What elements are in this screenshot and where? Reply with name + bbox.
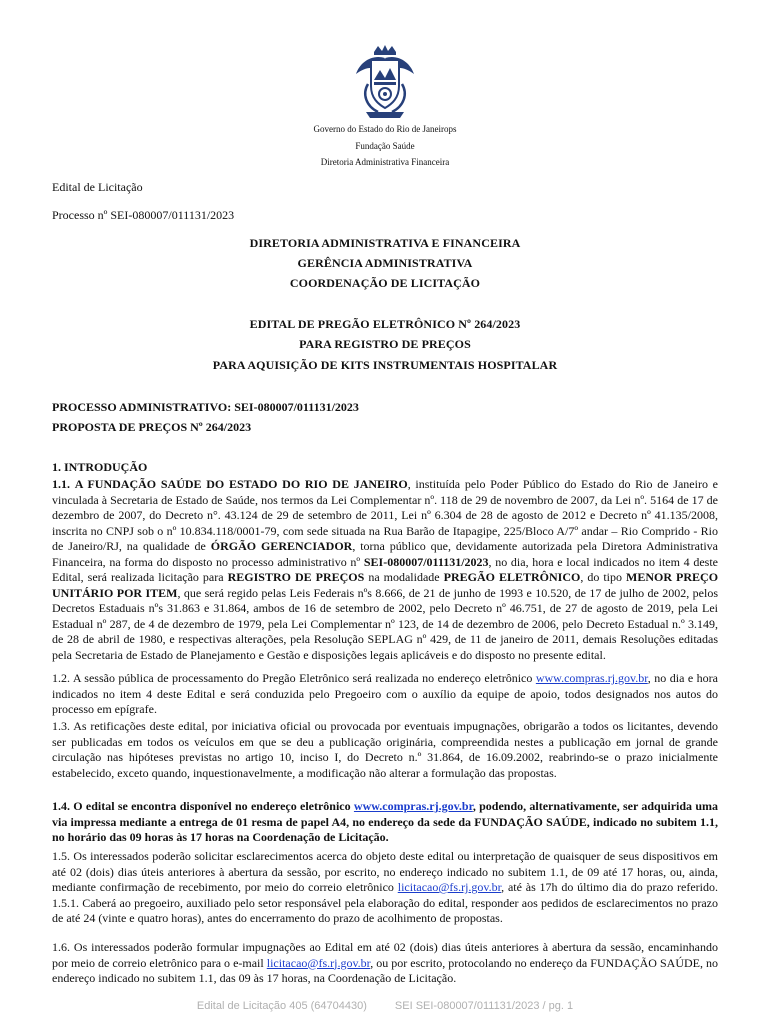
paragraph-1-1 — [52, 477, 718, 663]
p14-text-2: , podendo, alternativamente, ser adquirida uma via impressa mediante a entrega de 01 resma de papel A4, no endereço da sede da FUNDAÇÃO SAÚDE, indicado no subitem 1.1, no horário das 09 horas às 17 horas na Coordenação de Licitação. — [52, 799, 718, 844]
p11-menor-preco: MENOR PREÇO UNITÁRIO POR ITEM — [52, 570, 719, 600]
letterhead-government: Governo do Estado do Rio de Janeirops — [313, 124, 457, 134]
p11-text-6: , que será regido pelas Leis Federais nºs 8.666, de 21 de junho de 1993 e 10.520, de 17 de julho de 2002, pelos Decretos Estaduais nºs 31.863 e 31.864, ambos de 16 de setembro de 2002, pelo Decreto nº 46.751, de 27 de agosto de 2019, pela Lei Estadual nº 287, de 4 de dezembro de 1979, pela Lei Complementar nº 123, de 14 de dezembro de 2006, pelo Decreto Estadual n.º 3.149, de 28 de abril de 1980, e respectivas alterações, pela Resolução SEPLAG nº 429, de 11 de janeiro de 2011, demais Resoluções editadas pela Secretaria de Estado de Planejamento e Gestão e disposições legais aplicáveis e do disposto no presente edital. — [52, 585, 718, 662]
process-number: Processo nº SEI-080007/011131/2023 — [52, 208, 235, 222]
paragraph-1-3: 1.3. As retificações deste edital, por iniciativa oficial ou provocada por eventuais impugnações, obrigarão a todos os licitantes, devendo ser publicadas em todos os veículos em que se deu a publicação originária, compreendida nestes a publicação em jornal de grande circulação nas hipóteses previstas no artigo 10, inciso I, do Decreto n.º 31.864, de 16.09.2002, reabrindo-se o prazo inicialmente estabelecido, exceto quando, inquestionavelmente, a modificação não alterar a formulação das propostas. — [52, 719, 718, 780]
licitacao-email-link[interactable]: licitacao@fs.rj.gov.br — [397, 880, 502, 894]
p11-pregao: PREGÃO ELETRÔNICO — [443, 570, 581, 584]
paragraph-1-6 — [52, 940, 718, 987]
p11-text-3: , no dia, hora e local indicados no item 4 deste Edital, será realizada licitação para — [52, 554, 718, 584]
page-footer — [0, 1000, 770, 1012]
section-heading-introduction: 1. INTRODUÇÃO — [52, 460, 148, 474]
document-type: Edital de Licitação — [52, 180, 143, 194]
licitacao-email-link-2[interactable]: licitacao@fs.rj.gov.br — [266, 955, 371, 970]
footer-page-number: SEI SEI-080007/011131/2023 / pg. 1 — [394, 1000, 574, 1012]
p12-text-2: , no dia e hora indicados no item 4 deste Edital e será conduzida pelo Pregoeiro com o auxílio da equipe de apoio, todos designados nos autos do processo em epígrafe. — [52, 671, 718, 716]
p11-orgao: ÓRGÃO GERENCIADOR — [210, 539, 353, 553]
compras-link-2[interactable]: www.compras.rj.gov.br — [353, 799, 473, 813]
p11-text-5: , do tipo — [580, 570, 627, 584]
header-management: GERÊNCIA ADMINISTRATIVA — [297, 256, 473, 270]
p11-registro: REGISTRO DE PREÇOS — [227, 570, 365, 584]
administrative-process: PROCESSO ADMINISTRATIVO: SEI-080007/011131/2023 — [52, 400, 359, 414]
edital-subtitle: PARA REGISTRO DE PREÇOS — [299, 337, 471, 351]
letterhead-foundation: Fundação Saúde — [355, 141, 415, 151]
header-coordination: COORDENAÇÃO DE LICITAÇÃO — [289, 276, 481, 290]
p16-text-2: , ou por escrito, protocolando no endereço da FUNDAÇÃO SAÚDE, no endereço indicado no subitem 1.1, das 09 às 17 horas, na Coordenação de Licitação. — [52, 955, 718, 985]
p16-text-1: 1.6. Os interessados poderão formular impugnações ao Edital em até 02 (dois) dias úteis anteriores à abertura da sessão, encaminhando por meio de correio eletrônico para o e-mail — [52, 940, 718, 970]
paragraph-1-2 — [52, 671, 718, 718]
price-proposal: PROPOSTA DE PREÇOS Nº 264/2023 — [52, 420, 252, 434]
p11-num: 1.1. — [52, 477, 70, 491]
paragraph-1-5 — [52, 849, 718, 927]
header-directorate: DIRETORIA ADMINISTRATIVA E FINANCEIRA — [249, 236, 521, 250]
p15-text-1: 1.5. Os interessados poderão solicitar esclarecimentos acerca do objeto deste edital ou interpretação de quaisquer de seus dispositivos em até 02 (dois) dias úteis anteriores à abertura da sessão, por escrito, no endereço indicado no subitem 1.1, de 09 até 17 horas, ou, ainda, mediante confirmação de recebimento, por meio do correio eletrônico — [52, 849, 718, 894]
edital-title: EDITAL DE PREGÃO ELETRÔNICO Nº 264/2023 — [249, 317, 521, 331]
p11-text-4: na modalidade — [364, 570, 444, 584]
p11-sei: SEI-080007/011131/2023 — [363, 554, 489, 569]
paragraph-1-4 — [52, 799, 718, 846]
p11-foundation: A FUNDAÇÃO SAÚDE DO ESTADO DO RIO DE JANEIRO — [74, 477, 408, 491]
coat-of-arms-icon — [352, 44, 418, 120]
compras-link[interactable]: www.compras.rj.gov.br — [535, 671, 648, 685]
footer-document-id: Edital de Licitação 405 (64704430) — [196, 1000, 367, 1012]
edital-object: PARA AQUISIÇÃO DE KITS INSTRUMENTAIS HOSPITALAR — [212, 358, 558, 372]
p14-text-1: 1.4. O edital se encontra disponível no endereço eletrônico — [52, 799, 354, 813]
letterhead-directorate: Diretoria Administrativa Financeira — [320, 157, 450, 167]
p15-text-2: , até às 17h do último dia do prazo referido. 1.5.1. Caberá ao pregoeiro, auxiliado pelo setor responsável pela elaboração do edital, responder aos pedidos de esclarecimentos no prazo de até 24 (vinte e quatro horas), antes do encerramento do prazo de acolhimento de propostas. — [52, 880, 718, 925]
p11-text-1: , instituída pelo Poder Público do Estado do Rio de Janeiro e vinculada à Secretaria de Estado de Saúde, nos termos da Lei Complementar nº. 118 de 29 de novembro de 2007, da Lei nº. 5164 de 17 de dezembro de 2007, do Decreto n°. 43.124 de 29 de setembro de 2011, Lei nº 6.304 de 28 de agosto de 2012 e Decreto nº 41.135/2008, inscrita no CNPJ sob o nº 10.834.118/0001-79, com sede situada na Rua Barão de Itapagipe, 225/Bloco A/7º andar – Rio Comprido - Rio de Janeiro/RJ, na qualidade de — [52, 477, 718, 553]
p11-text-2: , torna público que, devidamente autorizada pela Diretora Administrativa Financeira, na forma do disposto no processo administrativo nº — [52, 539, 718, 569]
p12-text-1: 1.2. A sessão pública de processamento do Pregão Eletrônico será realizada no endereço eletrônico — [52, 671, 536, 685]
